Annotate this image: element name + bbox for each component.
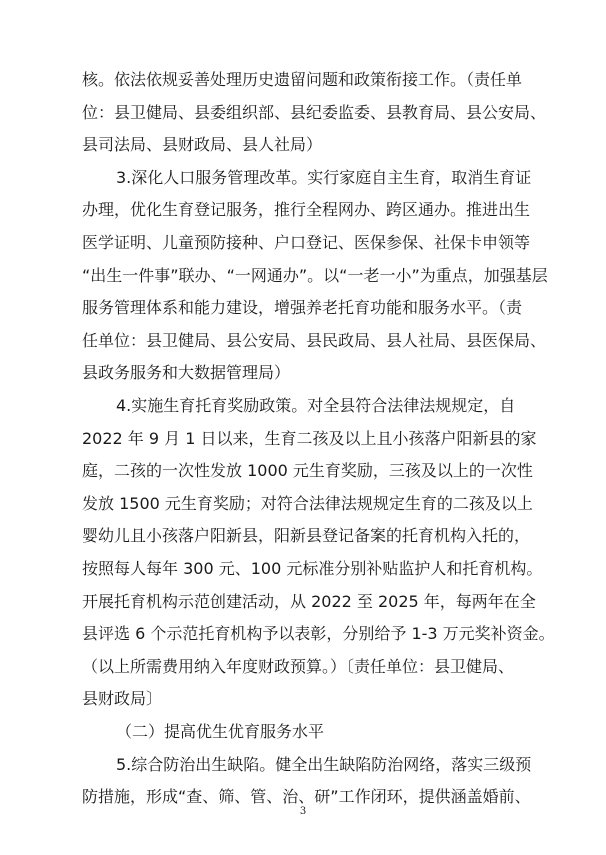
body-text-line: “出生一件事”联办、“一网通办”。以“一老一小”为重点，加强基层 <box>82 265 548 285</box>
body-text-line: 医学证明、儿童预防接种、户口登记、医保参保、社保卡申领等 <box>82 233 531 252</box>
body-text-line: 婴幼儿且小孩落户阳新县，阳新县登记备案的托育机构入托的， <box>82 526 531 546</box>
body-text-line: 核。依法依规妥善处理历史遗留问题和政策衔接工作。（责任单 <box>82 70 523 89</box>
page-number: 3 <box>299 806 307 817</box>
body-text-line: 开展托育机构示范创建活动，从 2022 至 2025 年，每两年在全 <box>82 591 536 611</box>
body-text-line: 县政务服务和大数据管理局） <box>82 363 291 383</box>
body-text-line: 庭，二孩的一次性发放 1000 元生育奖励，三孩及以上的一次性 <box>82 461 533 481</box>
body-text-line: 服务管理体系和能力建设，增强养老托育功能和服务水平。（责 <box>82 298 523 318</box>
section-3-title-line: 3.深化人口服务管理改革。实行家庭自主生育，取消生育证 <box>116 167 532 187</box>
body-text-line: 县评选 6 个示范托育机构予以表彰，分别给予 1-3 万元奖补资金。 <box>82 624 555 644</box>
body-text-line: 办理，优化生育登记服务，推行全程网办、跨区通办。推进出生 <box>82 200 531 220</box>
body-text-line: 2022 年 9 月 1 日以来，生育二孩及以上且小孩落户阳新县的家 <box>82 428 537 448</box>
section-5-title-line: 5.综合防治出生缺陷。健全出生缺陷防治网络，落实三级预 <box>116 754 532 774</box>
body-text-line: 防措施，形成“查、筛、管、治、研”工作闭环，提供涵盖婚前、 <box>82 787 531 807</box>
section-4-title-line: 4.实施生育托育奖励政策。对全县符合法律法规规定，自 <box>116 396 516 415</box>
body-text-line: 位：县卫健局、县委组织部、县纪委监委、县教育局、县公安局、 <box>82 102 547 122</box>
body-text-line: （以上所需费用纳入年度财政预算。）〔责任单位：县卫健局、 <box>82 656 515 676</box>
body-text-line: 县司法局、县财政局、县人社局） <box>82 135 323 155</box>
body-text-line: 县财政局〕 <box>82 689 163 709</box>
body-text-line: 任单位：县卫健局、县公安局、县民政局、县人社局、县医保局、 <box>82 330 547 350</box>
body-text-line: 发放 1500 元生育奖励；对符合法律法规规定生育的二孩及以上 <box>82 493 533 513</box>
body-text-line: 按照每人每年 300 元、100 元标准分别补贴监护人和托育机构。 <box>82 559 543 578</box>
section-heading: （二）提高优生优育服务水平 <box>116 722 325 741</box>
